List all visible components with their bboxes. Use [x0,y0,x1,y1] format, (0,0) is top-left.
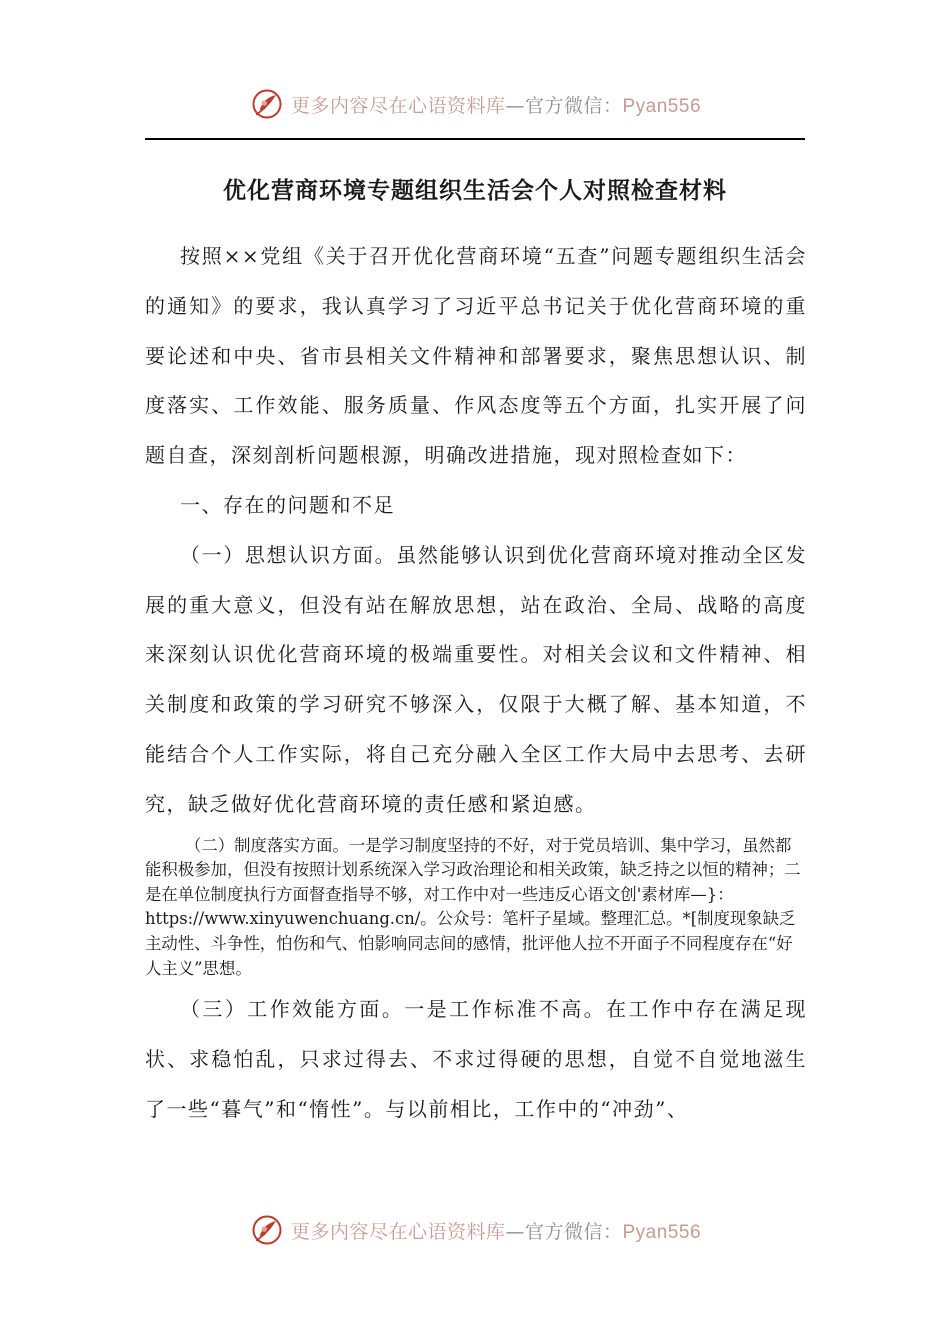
wechat-label: 官方微信： [524,1220,623,1243]
flower-brush-logo-icon [249,86,285,122]
footer-banner-text [291,1217,701,1244]
item-2-paragraph [145,834,807,982]
item-3-paragraph: （三）工作效能方面。一是工作标准不高。在工作中存在满足现状、求稳怕乱，只求过得去、不求过得硬的思想，自觉不自觉地滋生了一些“暮气”和“惰性”。与以前相比，工作中的“冲劲”、 [145,997,807,1121]
footer-watermark-banner [0,1208,950,1252]
banner-dash: — [505,94,525,117]
header-divider [145,138,805,140]
item-2-text: （二）制度落实方面。一是学习制度坚持的不好，对于党员培训、集中学习，虽然都能积极参加，但没有按照计划系统深入学习政治理论和相关政策，缺乏持之以恒的精神；二是在单位制度执行方面督查指导不够，对工作中对一些违反心语文创'素材库—}：https://www.xinyuwenchuang.cn/。公众号：笔杆子星域。整理汇总。*[制度现象缺乏主动性、斗争性，怕伤和气、怕影响同志间的感情，批评他人拉不开面子不同程度存在“好人主义”思想。 [145,835,801,978]
item-1-paragraph: （一）思想认识方面。虽然能够认识到优化营商环境对推动全区发展的重大意义，但没有站在解放思想，站在政治、全局、战略的高度来深刻认识优化营商环境的极端重要性。对相关会议和文件精神、相关制度和政策的学习研究不够深入，仅限于大概了解、基本知道，不能结合个人工作实际，将自己充分融入全区工作大局中去思考、去研究，缺乏做好优化营商环境的责任感和紧迫感。 [145,542,807,816]
header-watermark-banner [0,82,950,126]
document-title: 优化营商环境专题组织生活会个人对照检查材料 [223,177,727,204]
wechat-label: 官方微信： [524,94,623,117]
brand-text: 更多内容尽在心语资料库 [290,1220,506,1243]
document-body [145,232,807,1135]
header-banner-text [291,91,701,118]
wechat-id: Pyan556 [622,1221,702,1243]
section-heading-1: 一、存在的问题和不足 [180,492,395,517]
flower-brush-logo-icon [249,1212,285,1248]
brand-text: 更多内容尽在心语资料库 [290,94,506,117]
banner-dash: — [505,1220,525,1243]
intro-paragraph: 按照××党组《关于召开优化营商环境“五查”问题专题组织生活会的通知》的要求，我认真学习了习近平总书记关于优化营商环境的重要论述和中央、省市县相关文件精神和部署要求，聚焦思想认识、制度落实、工作效能、服务质量、作风态度等五个方面，扎实开展了问题自查，深刻剖析问题根源，明确改进措施，现对照检查如下： [145,244,807,468]
wechat-id: Pyan556 [622,95,702,117]
